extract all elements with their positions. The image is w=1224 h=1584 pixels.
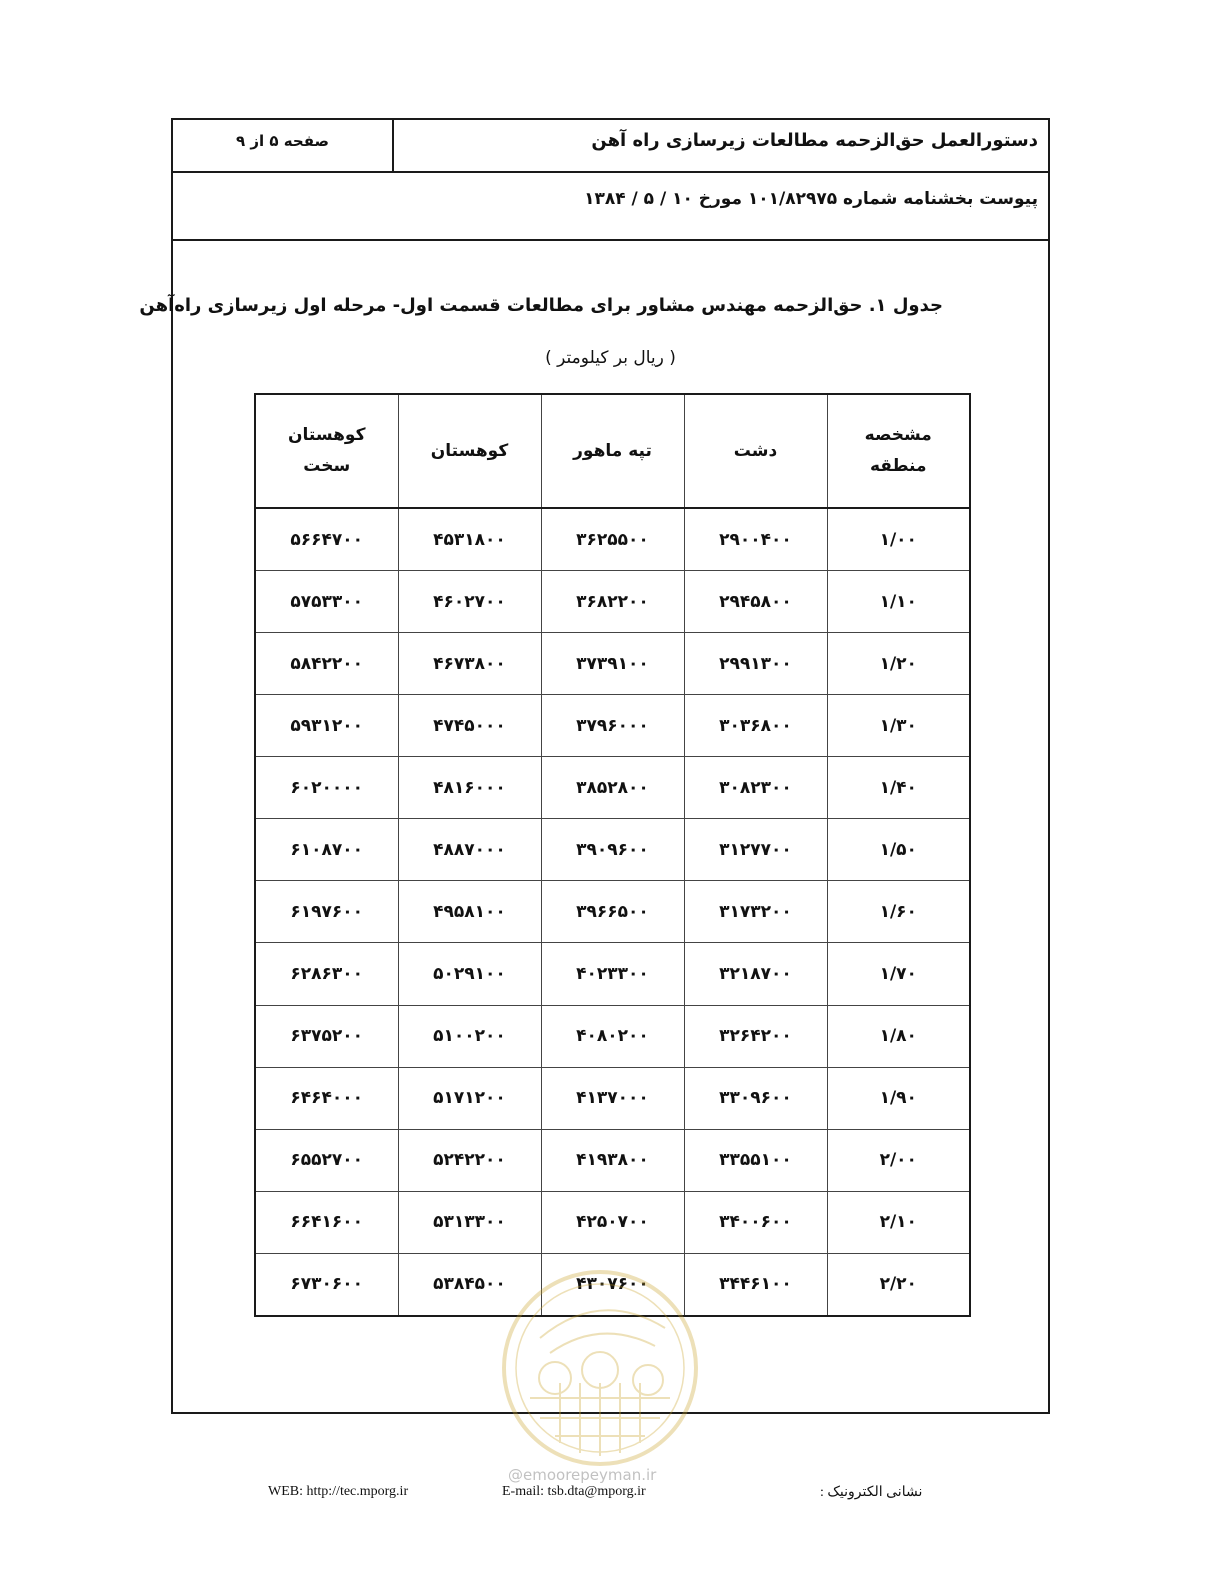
table-row xyxy=(255,819,970,881)
col-header-hilly: تپه ماهور xyxy=(541,394,684,508)
header-divider xyxy=(392,120,394,173)
table-row xyxy=(255,1067,970,1129)
cell-fee: ۴۸۸۷۰۰۰ xyxy=(398,819,541,881)
table-row xyxy=(255,1253,970,1316)
cell-fee: ۳۲۱۸۷۰۰ xyxy=(684,943,827,1005)
cell-fee: ۶۲۸۶۳۰۰ xyxy=(255,943,398,1005)
table-row xyxy=(255,1129,970,1191)
cell-fee: ۵۱۰۰۲۰۰ xyxy=(398,1005,541,1067)
col-header-plain: دشت xyxy=(684,394,827,508)
cell-region-factor: ۱/۰۰ xyxy=(827,508,970,571)
cell-fee: ۳۳۵۵۱۰۰ xyxy=(684,1129,827,1191)
footer-label: نشانی الکترونیک : xyxy=(820,1485,923,1500)
page-number: صفحه ۵ از ۹ xyxy=(236,132,329,150)
table-row xyxy=(255,1005,970,1067)
col-header-hard-mountain xyxy=(255,394,398,508)
col-header-mountain: کوهستان xyxy=(398,394,541,508)
cell-region-factor: ۱/۱۰ xyxy=(827,571,970,633)
cell-fee: ۲۹۹۱۳۰۰ xyxy=(684,633,827,695)
footer-email: E-mail: tsb.dta@mporg.ir xyxy=(502,1484,646,1499)
cell-region-factor: ۲/۱۰ xyxy=(827,1191,970,1253)
table-row xyxy=(255,881,970,943)
cell-fee: ۳۶۲۵۵۰۰ xyxy=(541,508,684,571)
table-row xyxy=(255,633,970,695)
table-row xyxy=(255,1191,970,1253)
cell-region-factor: ۱/۸۰ xyxy=(827,1005,970,1067)
circular-row xyxy=(173,173,1048,241)
footer-web: WEB: http://tec.mporg.ir xyxy=(268,1484,409,1499)
table-unit: ( ریال بر کیلومتر ) xyxy=(545,348,676,368)
cell-fee: ۵۳۱۳۳۰۰ xyxy=(398,1191,541,1253)
table-row xyxy=(255,695,970,757)
cell-fee: ۵۹۳۱۲۰۰ xyxy=(255,695,398,757)
cell-fee: ۴۷۴۵۰۰۰ xyxy=(398,695,541,757)
cell-fee: ۴۱۹۳۸۰۰ xyxy=(541,1129,684,1191)
cell-fee: ۴۲۵۰۷۰۰ xyxy=(541,1191,684,1253)
col-header-hard-line2: سخت xyxy=(303,456,351,476)
cell-fee: ۳۹۶۶۵۰۰ xyxy=(541,881,684,943)
cell-fee: ۵۱۷۱۲۰۰ xyxy=(398,1067,541,1129)
cell-region-factor: ۲/۲۰ xyxy=(827,1253,970,1316)
table-row xyxy=(255,571,970,633)
cell-fee: ۴۵۳۱۸۰۰ xyxy=(398,508,541,571)
cell-fee: ۵۸۴۲۲۰۰ xyxy=(255,633,398,695)
cell-fee: ۳۹۰۹۶۰۰ xyxy=(541,819,684,881)
cell-region-factor: ۱/۲۰ xyxy=(827,633,970,695)
cell-fee: ۶۳۷۵۲۰۰ xyxy=(255,1005,398,1067)
table-row xyxy=(255,943,970,1005)
cell-fee: ۳۴۴۶۱۰۰ xyxy=(684,1253,827,1316)
cell-fee: ۳۱۷۳۲۰۰ xyxy=(684,881,827,943)
cell-fee: ۴۳۰۷۶۰۰ xyxy=(541,1253,684,1316)
cell-fee: ۴۶۷۳۸۰۰ xyxy=(398,633,541,695)
cell-region-factor: ۱/۷۰ xyxy=(827,943,970,1005)
col-header-hard-line1: کوهستان xyxy=(288,425,366,446)
cell-region-factor: ۱/۶۰ xyxy=(827,881,970,943)
cell-fee: ۵۲۴۲۲۰۰ xyxy=(398,1129,541,1191)
cell-fee: ۶۶۴۱۶۰۰ xyxy=(255,1191,398,1253)
col-header-region xyxy=(827,394,970,508)
cell-fee: ۶۴۶۴۰۰۰ xyxy=(255,1067,398,1129)
cell-fee: ۶۰۲۰۰۰۰ xyxy=(255,757,398,819)
cell-region-factor: ۱/۴۰ xyxy=(827,757,970,819)
table-header-row xyxy=(255,394,970,508)
cell-fee: ۴۶۰۲۷۰۰ xyxy=(398,571,541,633)
cell-fee: ۳۷۹۶۰۰۰ xyxy=(541,695,684,757)
cell-fee: ۵۷۵۳۳۰۰ xyxy=(255,571,398,633)
cell-fee: ۲۹۴۵۸۰۰ xyxy=(684,571,827,633)
header-row xyxy=(173,120,1048,173)
cell-fee: ۵۳۸۴۵۰۰ xyxy=(398,1253,541,1316)
cell-region-factor: ۱/۵۰ xyxy=(827,819,970,881)
cell-fee: ۲۹۰۰۴۰۰ xyxy=(684,508,827,571)
cell-fee: ۶۵۵۲۷۰۰ xyxy=(255,1129,398,1191)
cell-fee: ۳۴۰۰۶۰۰ xyxy=(684,1191,827,1253)
cell-fee: ۴۱۳۷۰۰۰ xyxy=(541,1067,684,1129)
cell-fee: ۳۳۰۹۶۰۰ xyxy=(684,1067,827,1129)
cell-fee: ۳۷۳۹۱۰۰ xyxy=(541,633,684,695)
cell-fee: ۵۶۶۴۷۰۰ xyxy=(255,508,398,571)
cell-fee: ۳۰۳۶۸۰۰ xyxy=(684,695,827,757)
cell-fee: ۶۱۹۷۶۰۰ xyxy=(255,881,398,943)
cell-region-factor: ۱/۹۰ xyxy=(827,1067,970,1129)
cell-fee: ۵۰۲۹۱۰۰ xyxy=(398,943,541,1005)
cell-fee: ۳۲۶۴۲۰۰ xyxy=(684,1005,827,1067)
cell-fee: ۴۸۱۶۰۰۰ xyxy=(398,757,541,819)
cell-fee: ۴۰۸۰۲۰۰ xyxy=(541,1005,684,1067)
cell-region-factor: ۱/۳۰ xyxy=(827,695,970,757)
cell-fee: ۳۱۲۷۷۰۰ xyxy=(684,819,827,881)
cell-fee: ۳۰۸۲۳۰۰ xyxy=(684,757,827,819)
cell-fee: ۴۹۵۸۱۰۰ xyxy=(398,881,541,943)
cell-fee: ۶۷۳۰۶۰۰ xyxy=(255,1253,398,1316)
cell-fee: ۴۰۲۳۳۰۰ xyxy=(541,943,684,1005)
document-title: دستورالعمل حق‌الزحمه مطالعات زیرسازی راه آهن xyxy=(591,130,1038,151)
cell-fee: ۳۸۵۲۸۰۰ xyxy=(541,757,684,819)
table-body xyxy=(255,508,970,1316)
cell-fee: ۶۱۰۸۷۰۰ xyxy=(255,819,398,881)
table-row xyxy=(255,508,970,571)
cell-region-factor: ۲/۰۰ xyxy=(827,1129,970,1191)
fee-table xyxy=(254,393,971,1317)
table-row xyxy=(255,757,970,819)
cell-fee: ۳۶۸۲۲۰۰ xyxy=(541,571,684,633)
circular-reference: پیوست بخشنامه شماره ۱۰۱/۸۲۹۷۵ مورخ ۱۰ / ۵ / ۱۳۸۴ xyxy=(584,189,1038,209)
col-header-region-line1: مشخصه xyxy=(864,425,932,446)
col-header-region-line2: منطقه xyxy=(869,456,927,476)
document-frame xyxy=(139,118,1050,1414)
watermark-text: @emoorepeyman.ir xyxy=(508,1466,657,1484)
table-caption: جدول ۱. حق‌الزحمه مهندس مشاور برای مطالعات قسمت اول- مرحله اول زیرسازی راه‌آهن xyxy=(139,295,943,316)
